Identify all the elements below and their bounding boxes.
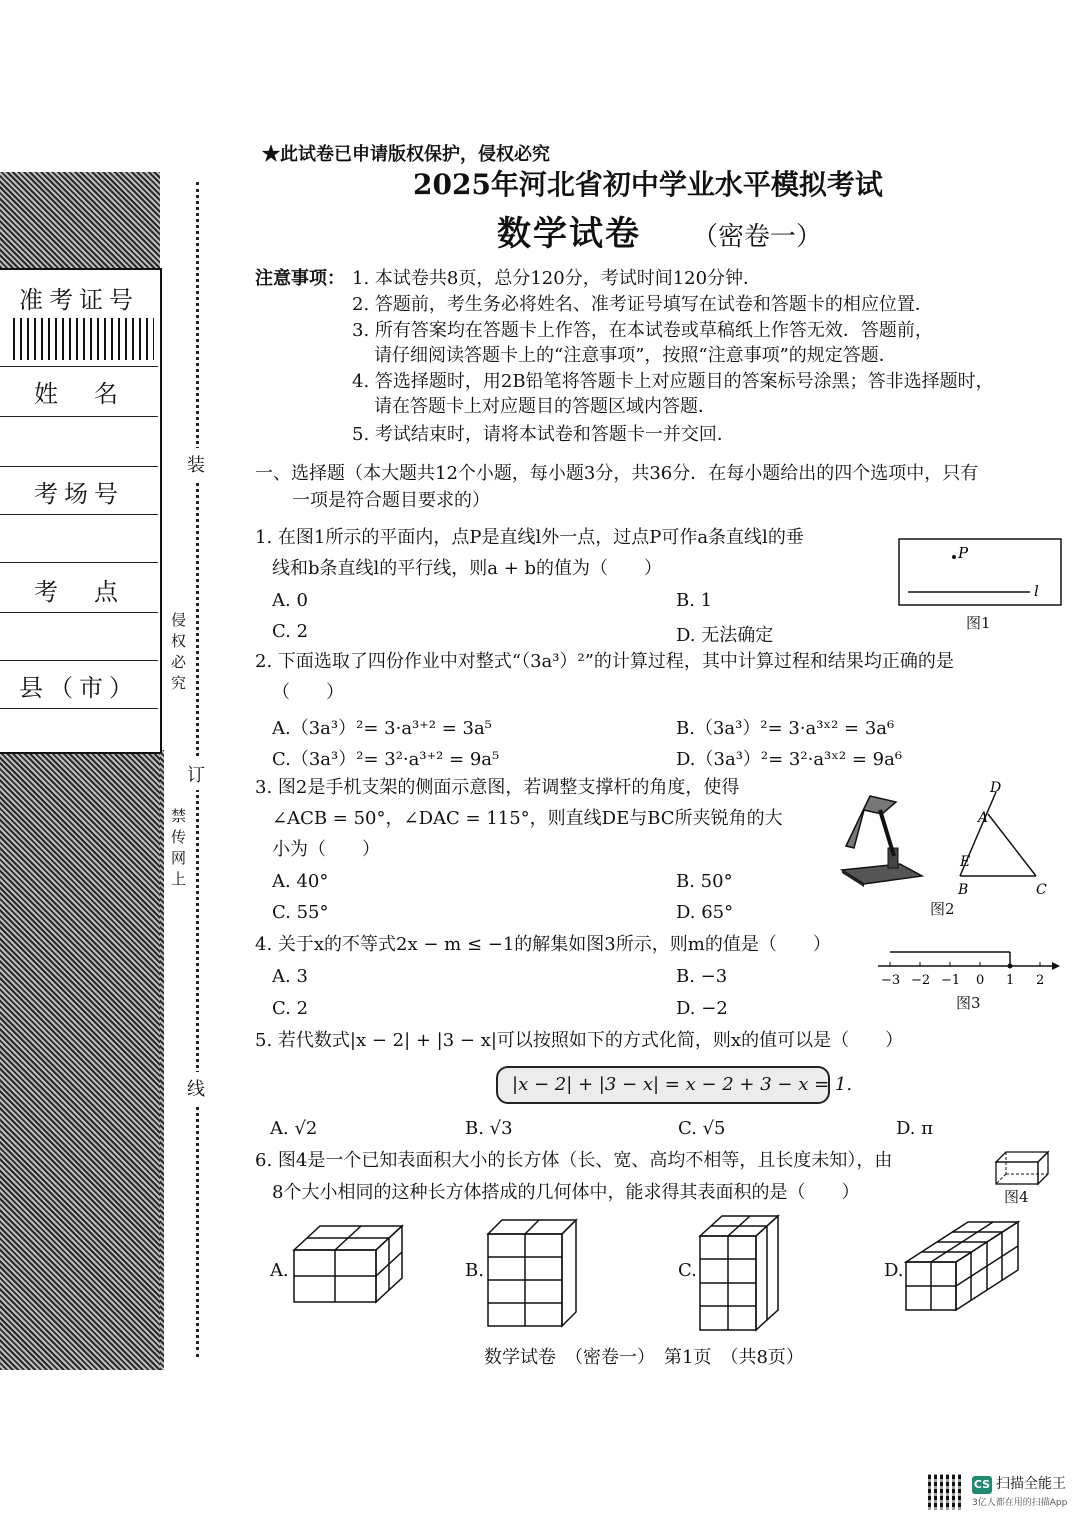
subject-title: 数学试卷	[497, 214, 641, 254]
fig2-label-e: E	[960, 854, 971, 870]
figure-1	[898, 538, 1062, 608]
q2-text: 2. 下面选取了四份作业中对整式“（3a³）²”的计算过程，其中计算过程和结果均正确的是	[255, 651, 954, 672]
q6-option-c: C.	[678, 1260, 697, 1281]
exam-room-label: 考场号	[34, 480, 124, 508]
binding-zhuang: 装	[184, 448, 208, 480]
q5-formula-box	[496, 1066, 853, 1104]
q4-option-a: A. 3	[272, 966, 308, 987]
phone-stand-icon	[830, 790, 930, 890]
fig3-caption: 图3	[956, 994, 981, 1012]
note-item: 2. 答题前，考生务必将姓名、准考证号填写在试卷和答题卡的相应位置．	[352, 294, 933, 315]
q6-text-cont: 8个大小相同的这种长方体搭成的几何体中，能求得其表面积的是（ ）	[272, 1182, 860, 1203]
q6-figure-c	[698, 1214, 780, 1334]
q6-text: 6. 图4是一个已知表面积大小的长方体（长、宽、高均不相等，且长度未知），由	[255, 1150, 893, 1171]
fig1-point-label: P	[958, 544, 969, 562]
number-line-tick-label: 1	[1006, 973, 1015, 988]
county-label: 县（市）	[19, 674, 139, 702]
margin-hatch-bottom	[0, 750, 160, 1370]
q3-option-c: C. 55°	[272, 902, 329, 923]
number-line-tick-label: −2	[911, 973, 931, 988]
qr-code-icon	[928, 1474, 964, 1510]
q6-figure-d	[904, 1220, 1022, 1314]
q5-option-a: A. √2	[270, 1118, 318, 1139]
q1-option-c: C. 2	[272, 621, 309, 642]
q4-text: 4. 关于x的不等式2x − m ≤ −1的解集如图3所示，则m的值是（ ）	[255, 934, 831, 955]
side-notice-2: 禁传网上	[169, 808, 187, 892]
q5-option-d: D. π	[896, 1118, 934, 1139]
note-item: 4. 答选择题时，用2B铅笔将答题卡上对应题目的答案标号涂黑；答非选择题时，	[352, 371, 994, 392]
binding-xian: 线	[184, 1072, 208, 1104]
figure-3-number-line	[872, 944, 1062, 992]
q3-text-cont: ∠ACB = 50°，∠DAC = 115°，则直线DE与BC所夹锐角的大	[272, 808, 783, 829]
section-heading-cont: 一项是符合题目要求的）	[292, 490, 490, 511]
q5-formula: |x − 2| + |3 − x| = x − 2 + 3 − x = 1.	[512, 1074, 853, 1095]
name-label: 姓 名	[34, 380, 124, 408]
q1-option-a: A. 0	[272, 590, 308, 611]
q2-option-c: C.（3a³）²= 3²·a³⁺² = 9a⁵	[272, 749, 500, 770]
q2-text-cont: （ ）	[272, 682, 344, 703]
q6-option-d: D.	[884, 1260, 904, 1281]
watermark-app-name: 扫描全能王	[996, 1476, 1066, 1492]
camscanner-logo-icon: CS	[972, 1476, 992, 1494]
figure-4-cuboid	[994, 1150, 1050, 1186]
note-item: 1. 本试卷共8页，总分120分，考试时间120分钟．	[352, 268, 762, 289]
q5-text: 5. 若代数式|x − 2| + |3 − x|可以按照如下的方式化简，则x的值可以是（ ）	[255, 1030, 904, 1051]
q3-option-a: A. 40°	[272, 871, 329, 892]
q3-text-cont2: 小为（ ）	[272, 839, 380, 860]
section-heading: 一、选择题（本大题共12个小题，每小题3分，共36分．在每小题给出的四个选项中，只有	[255, 463, 979, 484]
figure-2	[952, 780, 1062, 900]
q6-option-b: B.	[465, 1260, 484, 1281]
q2-option-d: D.（3a³）²= 3²·a³ˣ² = 9a⁶	[676, 749, 903, 770]
q1-option-d: D. 无法确定	[676, 625, 774, 646]
q6-figure-b	[486, 1218, 578, 1330]
fig1-line-label: l	[1034, 582, 1039, 600]
exam-title: 2025年河北省初中学业水平模拟考试	[413, 168, 883, 201]
fig2-label-c: C	[1036, 882, 1047, 898]
number-line-tick-label: −1	[941, 973, 961, 988]
edition-label: （密卷一）	[692, 222, 823, 252]
note-item: 请仔细阅读答题卡上的“注意事项”，按照“注意事项”的规定答题．	[374, 345, 897, 366]
fig2-label-d: D	[990, 780, 1002, 796]
exam-site-label: 考 点	[34, 578, 124, 606]
exam-id-grid	[8, 318, 154, 360]
q1-option-b: B. 1	[676, 590, 713, 611]
q5-option-c: C. √5	[678, 1118, 726, 1139]
notes-heading: 注意事项：	[255, 268, 345, 289]
exam-id-label: 准考证号	[19, 286, 139, 314]
note-item: 5. 考试结束时，请将本试卷和答题卡一并交回．	[352, 424, 735, 445]
q4-option-b: B. −3	[676, 966, 728, 987]
q2-option-b: B.（3a³）²= 3·a³ˣ² = 3a⁶	[676, 718, 895, 739]
watermark-subtitle: 3亿人都在用的扫描App	[972, 1498, 1068, 1508]
student-info-box	[0, 268, 162, 754]
q2-option-a: A.（3a³）²= 3·a³⁺² = 3a⁵	[272, 718, 492, 739]
fig4-caption: 图4	[1004, 1188, 1029, 1206]
number-line-tick-label: 0	[976, 973, 985, 988]
margin-hatch-top	[0, 172, 160, 268]
q6-figure-a	[292, 1222, 406, 1306]
q6-option-a: A.	[270, 1260, 289, 1281]
q3-option-d: D. 65°	[676, 902, 734, 923]
fig2-caption: 图2	[930, 900, 955, 918]
q5-option-b: B. √3	[465, 1118, 513, 1139]
page-footer: 数学试卷 （密卷一） 第1页 （共8页）	[484, 1347, 804, 1368]
q3-option-b: B. 50°	[676, 871, 733, 892]
q1-text-cont: 线和b条直线l的平行线，则a + b的值为（ ）	[272, 558, 663, 579]
note-item: 3. 所有答案均在答题卡上作答，在本试卷或草稿纸上作答无效．答题前，	[352, 320, 933, 341]
q4-option-d: D. −2	[676, 998, 728, 1019]
binding-ding: 订	[184, 758, 208, 790]
number-line-tick-label: 2	[1036, 973, 1045, 988]
copyright-notice: ★此试卷已申请版权保护，侵权必究	[262, 144, 550, 165]
margin-hatch-strip	[160, 750, 164, 1370]
fig2-label-a: A	[978, 810, 989, 826]
number-line-tick-label: −3	[881, 973, 901, 988]
q3-text: 3. 图2是手机支架的侧面示意图，若调整支撑杆的角度，使得	[255, 777, 740, 798]
fig2-label-b: B	[958, 882, 969, 898]
q4-option-c: C. 2	[272, 998, 309, 1019]
fig1-caption: 图1	[966, 614, 991, 632]
q1-text: 1. 在图1所示的平面内，点P是直线l外一点，过点P可作a条直线l的垂	[255, 527, 804, 548]
note-item: 请在答题卡上对应题目的答题区域内答题．	[374, 396, 716, 417]
side-notice-1: 侵权必究	[169, 612, 187, 696]
